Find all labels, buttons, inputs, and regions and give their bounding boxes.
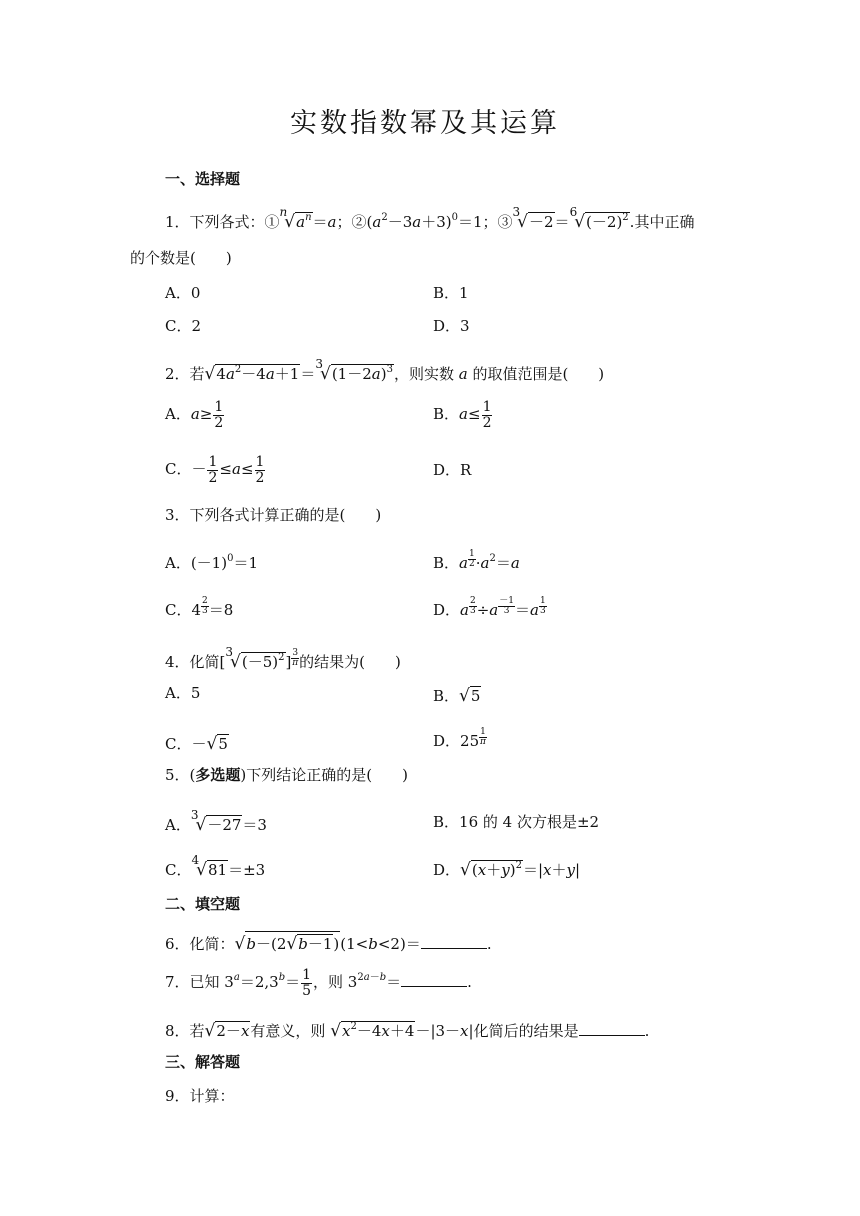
- q3-option-d: D．a $\frac{2}{3}$ ÷a $\frac{-1}{3}$ ＝a $\frac{1}{3}$: [433, 596, 546, 619]
- question-1-stem-cont: 的个数是( ): [130, 249, 232, 267]
- q2-option-b: B．a≤ $\frac{1}{2}$: [433, 399, 492, 431]
- q4-option-d: D．25 $\frac{1}{\pi}$: [433, 727, 486, 750]
- q3-option-c: C．4 $\frac{2}{3}$ ＝8: [165, 596, 234, 619]
- question-2-stem: 2．若$√4a^2-4a+1=^3√(1-2a)^3$，则实数 a 的取值范围是( ): [165, 357, 605, 384]
- q1-option-a: A．0: [165, 284, 201, 302]
- q4-option-c: C．－√5: [165, 734, 228, 754]
- q1-option-c: C．2: [165, 317, 202, 335]
- q5-option-d: D．$√(x+y)^2=|x+y|$: [433, 860, 581, 880]
- question-4-stem: 4．化简$[^3√(-5)^2]$ $\frac{3}{\pi}$ 的结果为( ): [165, 645, 401, 672]
- page-title: 实数指数幂及其运算: [290, 108, 560, 139]
- q4-option-b: B．√5: [433, 686, 481, 706]
- section-heading-fill: 二、填空题: [165, 895, 241, 913]
- q4-option-a: A．5: [165, 684, 201, 702]
- question-6-stem: 6．化简：√b－(2√b－1)(1<b<2)＝ .: [165, 931, 492, 953]
- question-1-stem: 1．下列各式：$①^n√a^n=a$；$②(a^2-3a+3)^0=1$；$③^3√-2=^6√(-2)^2$.其中正确: [165, 205, 695, 232]
- q3-option-b: B．a $\frac{1}{2}$ $\cdot a^2=a$: [433, 549, 520, 572]
- question-8-stem: 8．若√2－x有意义，则 $√x^2-4x+4-|3-x|$化简后的结果是 .: [165, 1021, 650, 1041]
- question-3-stem: 3．下列各式计算正确的是( ): [165, 506, 382, 524]
- q5-option-b: B．16 的 4 次方根是±2: [433, 813, 600, 831]
- question-5-stem: 5．(多选题)下列结论正确的是( ): [165, 766, 408, 784]
- q2-option-d: D．R: [433, 461, 472, 479]
- question-7-stem: 7．已知 $3^a=2,3^b=$ $\frac{1}{5}$ ，则 $3^{2a-b}=$ .: [165, 967, 472, 999]
- q2-option-c: C．－ $\frac{1}{2}$ ≤a≤ $\frac{1}{2}$: [165, 454, 265, 486]
- q1-option-b: B．1: [433, 284, 469, 302]
- section-heading-choice: 一、选择题: [165, 170, 241, 188]
- q1-option-d: D．3: [433, 317, 470, 335]
- question-9-stem: 9．计算：: [165, 1087, 235, 1105]
- q3-option-a: A．$(-1)^0=1$: [165, 553, 259, 572]
- q5-option-c: C．$^4$√81＝±3: [165, 853, 266, 880]
- q2-option-a: A．a≥ $\frac{1}{2}$: [165, 399, 224, 431]
- q5-option-a: A．$^3$√－27＝3: [165, 808, 267, 835]
- section-heading-solve: 三、解答题: [165, 1053, 241, 1071]
